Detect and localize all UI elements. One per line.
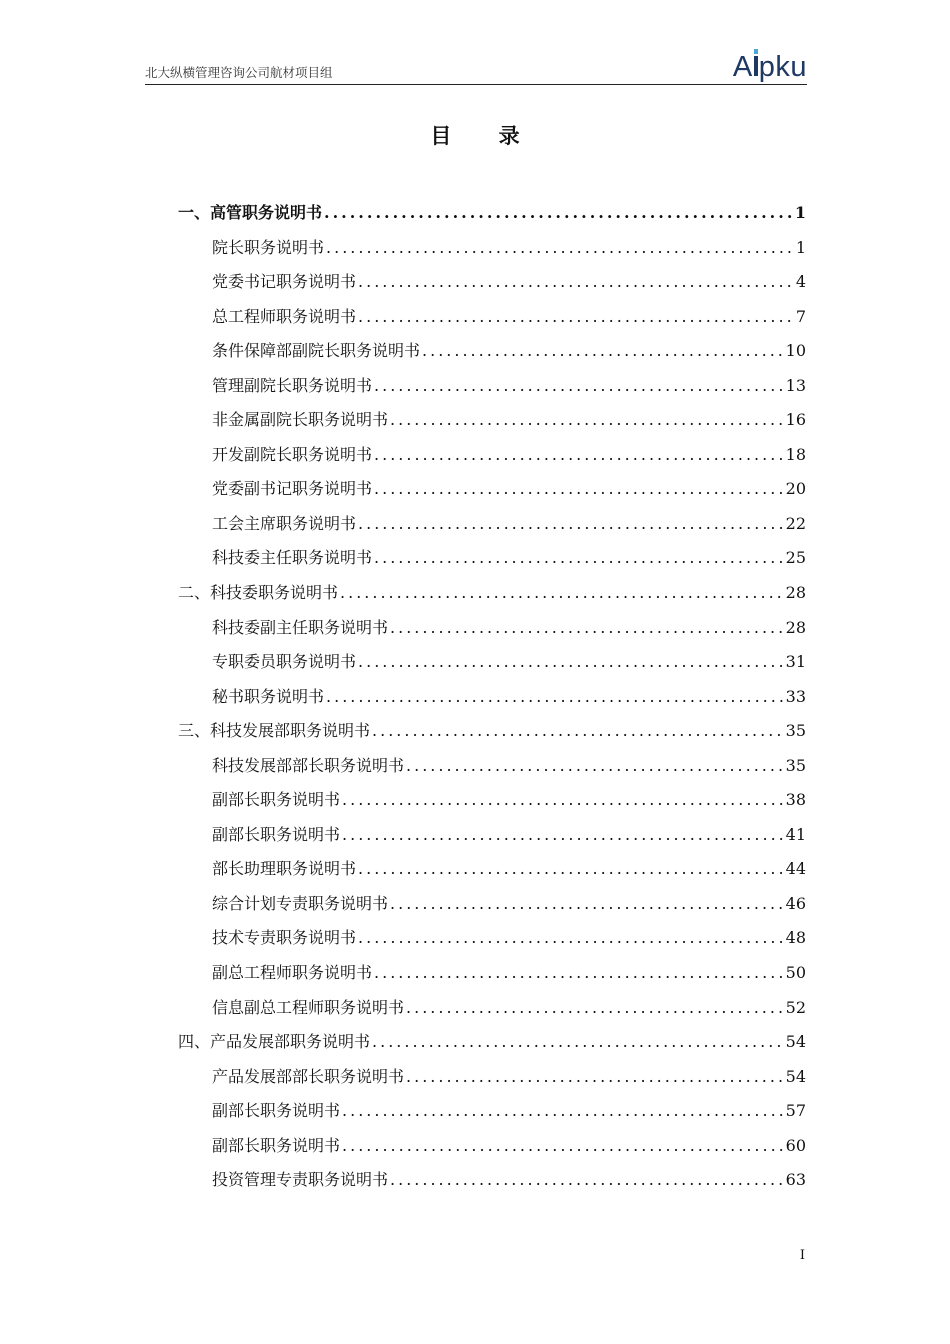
toc-entry[interactable]	[178, 231, 806, 266]
toc-entry[interactable]	[178, 645, 806, 680]
toc-entry-label: 三、科技发展部职务说明书	[178, 721, 371, 741]
page-header	[145, 50, 807, 85]
toc-dot-leader	[358, 300, 794, 335]
toc-entry-page: 28	[785, 583, 806, 603]
toc-entry-page: 54	[785, 1032, 806, 1052]
toc-dot-leader	[372, 1025, 784, 1060]
table-of-contents	[178, 196, 806, 1198]
toc-entry-label: 投资管理专责职务说明书	[212, 1170, 389, 1190]
toc-dot-leader	[374, 369, 784, 404]
company-logo	[733, 53, 807, 82]
header-text: 北大纵横管理咨询公司航材项目组	[145, 65, 333, 80]
toc-dot-leader	[342, 783, 784, 818]
toc-entry-page: 10	[785, 341, 806, 361]
toc-entry-page: 48	[785, 928, 806, 948]
toc-entry-page: 22	[785, 513, 806, 533]
toc-entry-label: 二、科技委职务说明书	[178, 583, 339, 603]
toc-entry[interactable]	[178, 991, 806, 1026]
toc-dot-leader	[374, 438, 784, 473]
toc-entry-page: 4	[795, 272, 806, 292]
toc-entry-label: 副总工程师职务说明书	[212, 963, 373, 983]
logo-text-left: A	[732, 51, 753, 83]
toc-entry[interactable]	[178, 714, 806, 749]
toc-entry-page: 46	[785, 893, 806, 913]
toc-entry-page: 54	[785, 1066, 806, 1086]
toc-entry-page: 35	[785, 721, 806, 741]
toc-dot-leader	[342, 1129, 784, 1164]
toc-entry-label: 一、高管职务说明书	[178, 203, 323, 222]
toc-entry[interactable]	[178, 369, 806, 404]
toc-entry[interactable]	[178, 956, 806, 991]
toc-entry-page: 52	[785, 997, 806, 1017]
toc-entry[interactable]	[178, 852, 806, 887]
toc-dot-leader	[406, 749, 784, 784]
toc-entry-label: 非金属副院长职务说明书	[212, 410, 389, 430]
toc-dot-leader	[358, 921, 784, 956]
toc-entry[interactable]	[178, 196, 806, 231]
toc-dot-leader	[406, 991, 784, 1026]
toc-entry-page: 60	[785, 1135, 806, 1155]
toc-dot-leader	[326, 680, 784, 715]
toc-dot-leader	[422, 334, 784, 369]
toc-dot-leader	[340, 576, 784, 611]
toc-dot-leader	[390, 1163, 784, 1198]
toc-dot-leader	[390, 887, 784, 922]
toc-entry-page: 1	[795, 237, 806, 257]
toc-entry-label: 四、产品发展部职务说明书	[178, 1032, 371, 1052]
toc-entry-page: 33	[785, 686, 806, 706]
toc-entry-page: 50	[785, 963, 806, 983]
toc-entry-page: 31	[785, 652, 806, 672]
toc-dot-leader	[374, 472, 784, 507]
toc-entry[interactable]	[178, 334, 806, 369]
toc-entry[interactable]	[178, 611, 806, 646]
toc-dot-leader	[358, 507, 784, 542]
toc-entry[interactable]	[178, 1060, 806, 1095]
toc-entry-page: 25	[785, 548, 806, 568]
toc-entry[interactable]	[178, 680, 806, 715]
toc-entry[interactable]	[178, 472, 806, 507]
toc-entry-label: 工会主席职务说明书	[212, 513, 357, 533]
toc-entry-page: 20	[785, 479, 806, 499]
toc-entry[interactable]	[178, 921, 806, 956]
toc-entry[interactable]	[178, 438, 806, 473]
toc-dot-leader	[372, 714, 784, 749]
toc-dot-leader	[358, 265, 794, 300]
toc-entry-label: 专职委员职务说明书	[212, 652, 357, 672]
toc-dot-leader	[374, 541, 784, 576]
toc-entry-label: 副部长职务说明书	[212, 790, 341, 810]
toc-entry-page: 7	[795, 306, 806, 326]
toc-dot-leader	[358, 645, 784, 680]
toc-entry[interactable]	[178, 403, 806, 438]
toc-dot-leader	[390, 403, 784, 438]
toc-dot-leader	[342, 1094, 784, 1129]
toc-entry-label: 总工程师职务说明书	[212, 306, 357, 326]
footer-page-number: I	[799, 1248, 805, 1263]
logo-text-right: pku	[758, 51, 807, 83]
toc-entry[interactable]	[178, 783, 806, 818]
toc-entry-label: 管理副院长职务说明书	[212, 375, 373, 395]
toc-entry-label: 副部长职务说明书	[212, 1101, 341, 1121]
toc-entry-page: 44	[785, 859, 806, 879]
toc-entry-label: 科技委副主任职务说明书	[212, 617, 389, 637]
toc-entry-label: 院长职务说明书	[212, 237, 325, 257]
toc-entry-page: 38	[785, 790, 806, 810]
toc-entry[interactable]	[178, 541, 806, 576]
toc-entry-label: 副部长职务说明书	[212, 1135, 341, 1155]
toc-entry-label: 党委副书记职务说明书	[212, 479, 373, 499]
toc-entry-page: 35	[785, 755, 806, 775]
toc-entry-label: 科技发展部部长职务说明书	[212, 755, 405, 775]
page-title: 目 录	[430, 123, 540, 148]
toc-entry-page: 63	[785, 1170, 806, 1190]
toc-dot-leader	[390, 611, 784, 646]
toc-entry-label: 综合计划专责职务说明书	[212, 893, 389, 913]
toc-entry[interactable]	[178, 507, 806, 542]
toc-entry[interactable]	[178, 265, 806, 300]
toc-entry-label: 部长助理职务说明书	[212, 859, 357, 879]
logo-mark-icon	[754, 56, 758, 76]
toc-entry[interactable]	[178, 818, 806, 853]
toc-entry-label: 开发副院长职务说明书	[212, 444, 373, 464]
toc-dot-leader	[324, 196, 793, 231]
toc-entry-page: 41	[785, 824, 806, 844]
toc-entry-page: 28	[785, 617, 806, 637]
toc-entry-label: 技术专责职务说明书	[212, 928, 357, 948]
toc-dot-leader	[374, 956, 784, 991]
toc-entry-page: 57	[785, 1101, 806, 1121]
toc-entry-page: 13	[785, 375, 806, 395]
toc-entry[interactable]	[178, 887, 806, 922]
toc-entry-label: 秘书职务说明书	[212, 686, 325, 706]
toc-entry[interactable]	[178, 1025, 806, 1060]
toc-entry-page: 18	[785, 444, 806, 464]
toc-entry-label: 信息副总工程师职务说明书	[212, 997, 405, 1017]
toc-entry[interactable]	[178, 1163, 806, 1198]
toc-entry[interactable]	[178, 576, 806, 611]
toc-entry-label: 副部长职务说明书	[212, 824, 341, 844]
toc-entry-label: 产品发展部部长职务说明书	[212, 1066, 405, 1086]
toc-entry[interactable]	[178, 300, 806, 335]
toc-entry-label: 党委书记职务说明书	[212, 272, 357, 292]
toc-entry[interactable]	[178, 1129, 806, 1164]
toc-entry-page: 1	[794, 203, 806, 222]
toc-dot-leader	[326, 231, 794, 266]
toc-entry-label: 科技委主任职务说明书	[212, 548, 373, 568]
toc-dot-leader	[406, 1060, 784, 1095]
toc-dot-leader	[342, 818, 784, 853]
toc-entry[interactable]	[178, 749, 806, 784]
toc-entry-label: 条件保障部副院长职务说明书	[212, 341, 421, 361]
toc-entry[interactable]	[178, 1094, 806, 1129]
toc-entry-page: 16	[785, 410, 806, 430]
toc-dot-leader	[358, 852, 784, 887]
